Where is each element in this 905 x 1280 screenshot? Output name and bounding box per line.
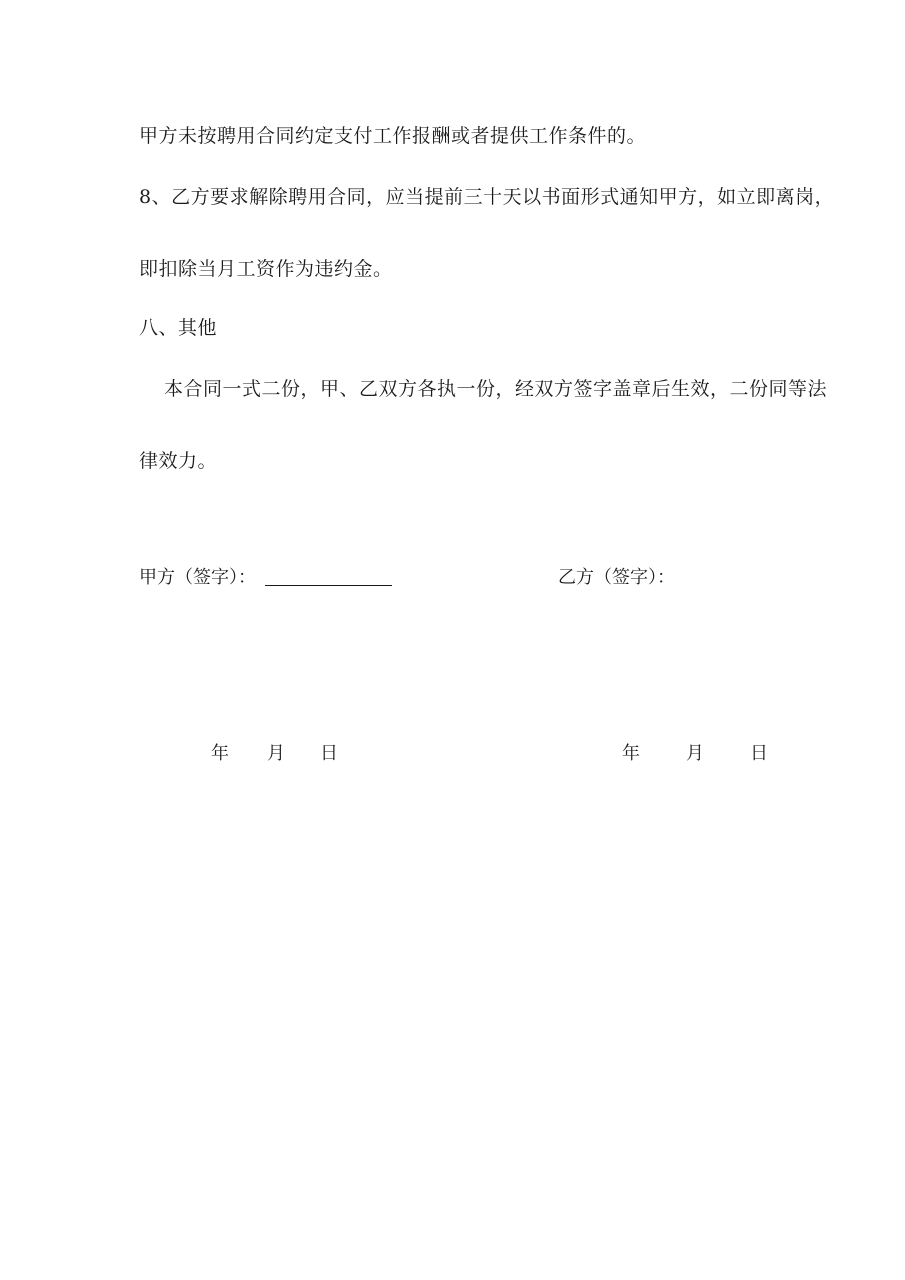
party-b-date-year: 年 xyxy=(622,743,640,764)
party-a-date-year: 年 xyxy=(211,743,229,764)
party-a-signature-line xyxy=(265,585,392,586)
clause-8-line: 8、乙方要求解除聘用合同，应当提前三十天以书面形式通知甲方，如立即离岗， xyxy=(139,186,835,208)
section-heading-other: 八、其他 xyxy=(139,317,218,339)
clause-8-continuation: 即扣除当月工资作为违约金。 xyxy=(139,258,393,280)
party-b-date-day: 日 xyxy=(750,743,768,764)
party-b-date-month: 月 xyxy=(686,743,704,764)
clause-text-line: 甲方未按聘用合同约定支付工作报酬或者提供工作条件的。 xyxy=(139,125,647,147)
party-a-date-day: 日 xyxy=(320,743,338,764)
other-paragraph-line: 本合同一式二份，甲、乙双方各执一份，经双方签字盖章后生效，二份同等法 xyxy=(164,378,828,400)
other-paragraph-continuation: 律效力。 xyxy=(139,450,218,472)
party-a-signature-label: 甲方（签字）： xyxy=(139,567,256,588)
party-a-date-month: 月 xyxy=(267,743,285,764)
party-b-signature-label: 乙方（签字）： xyxy=(558,567,675,588)
